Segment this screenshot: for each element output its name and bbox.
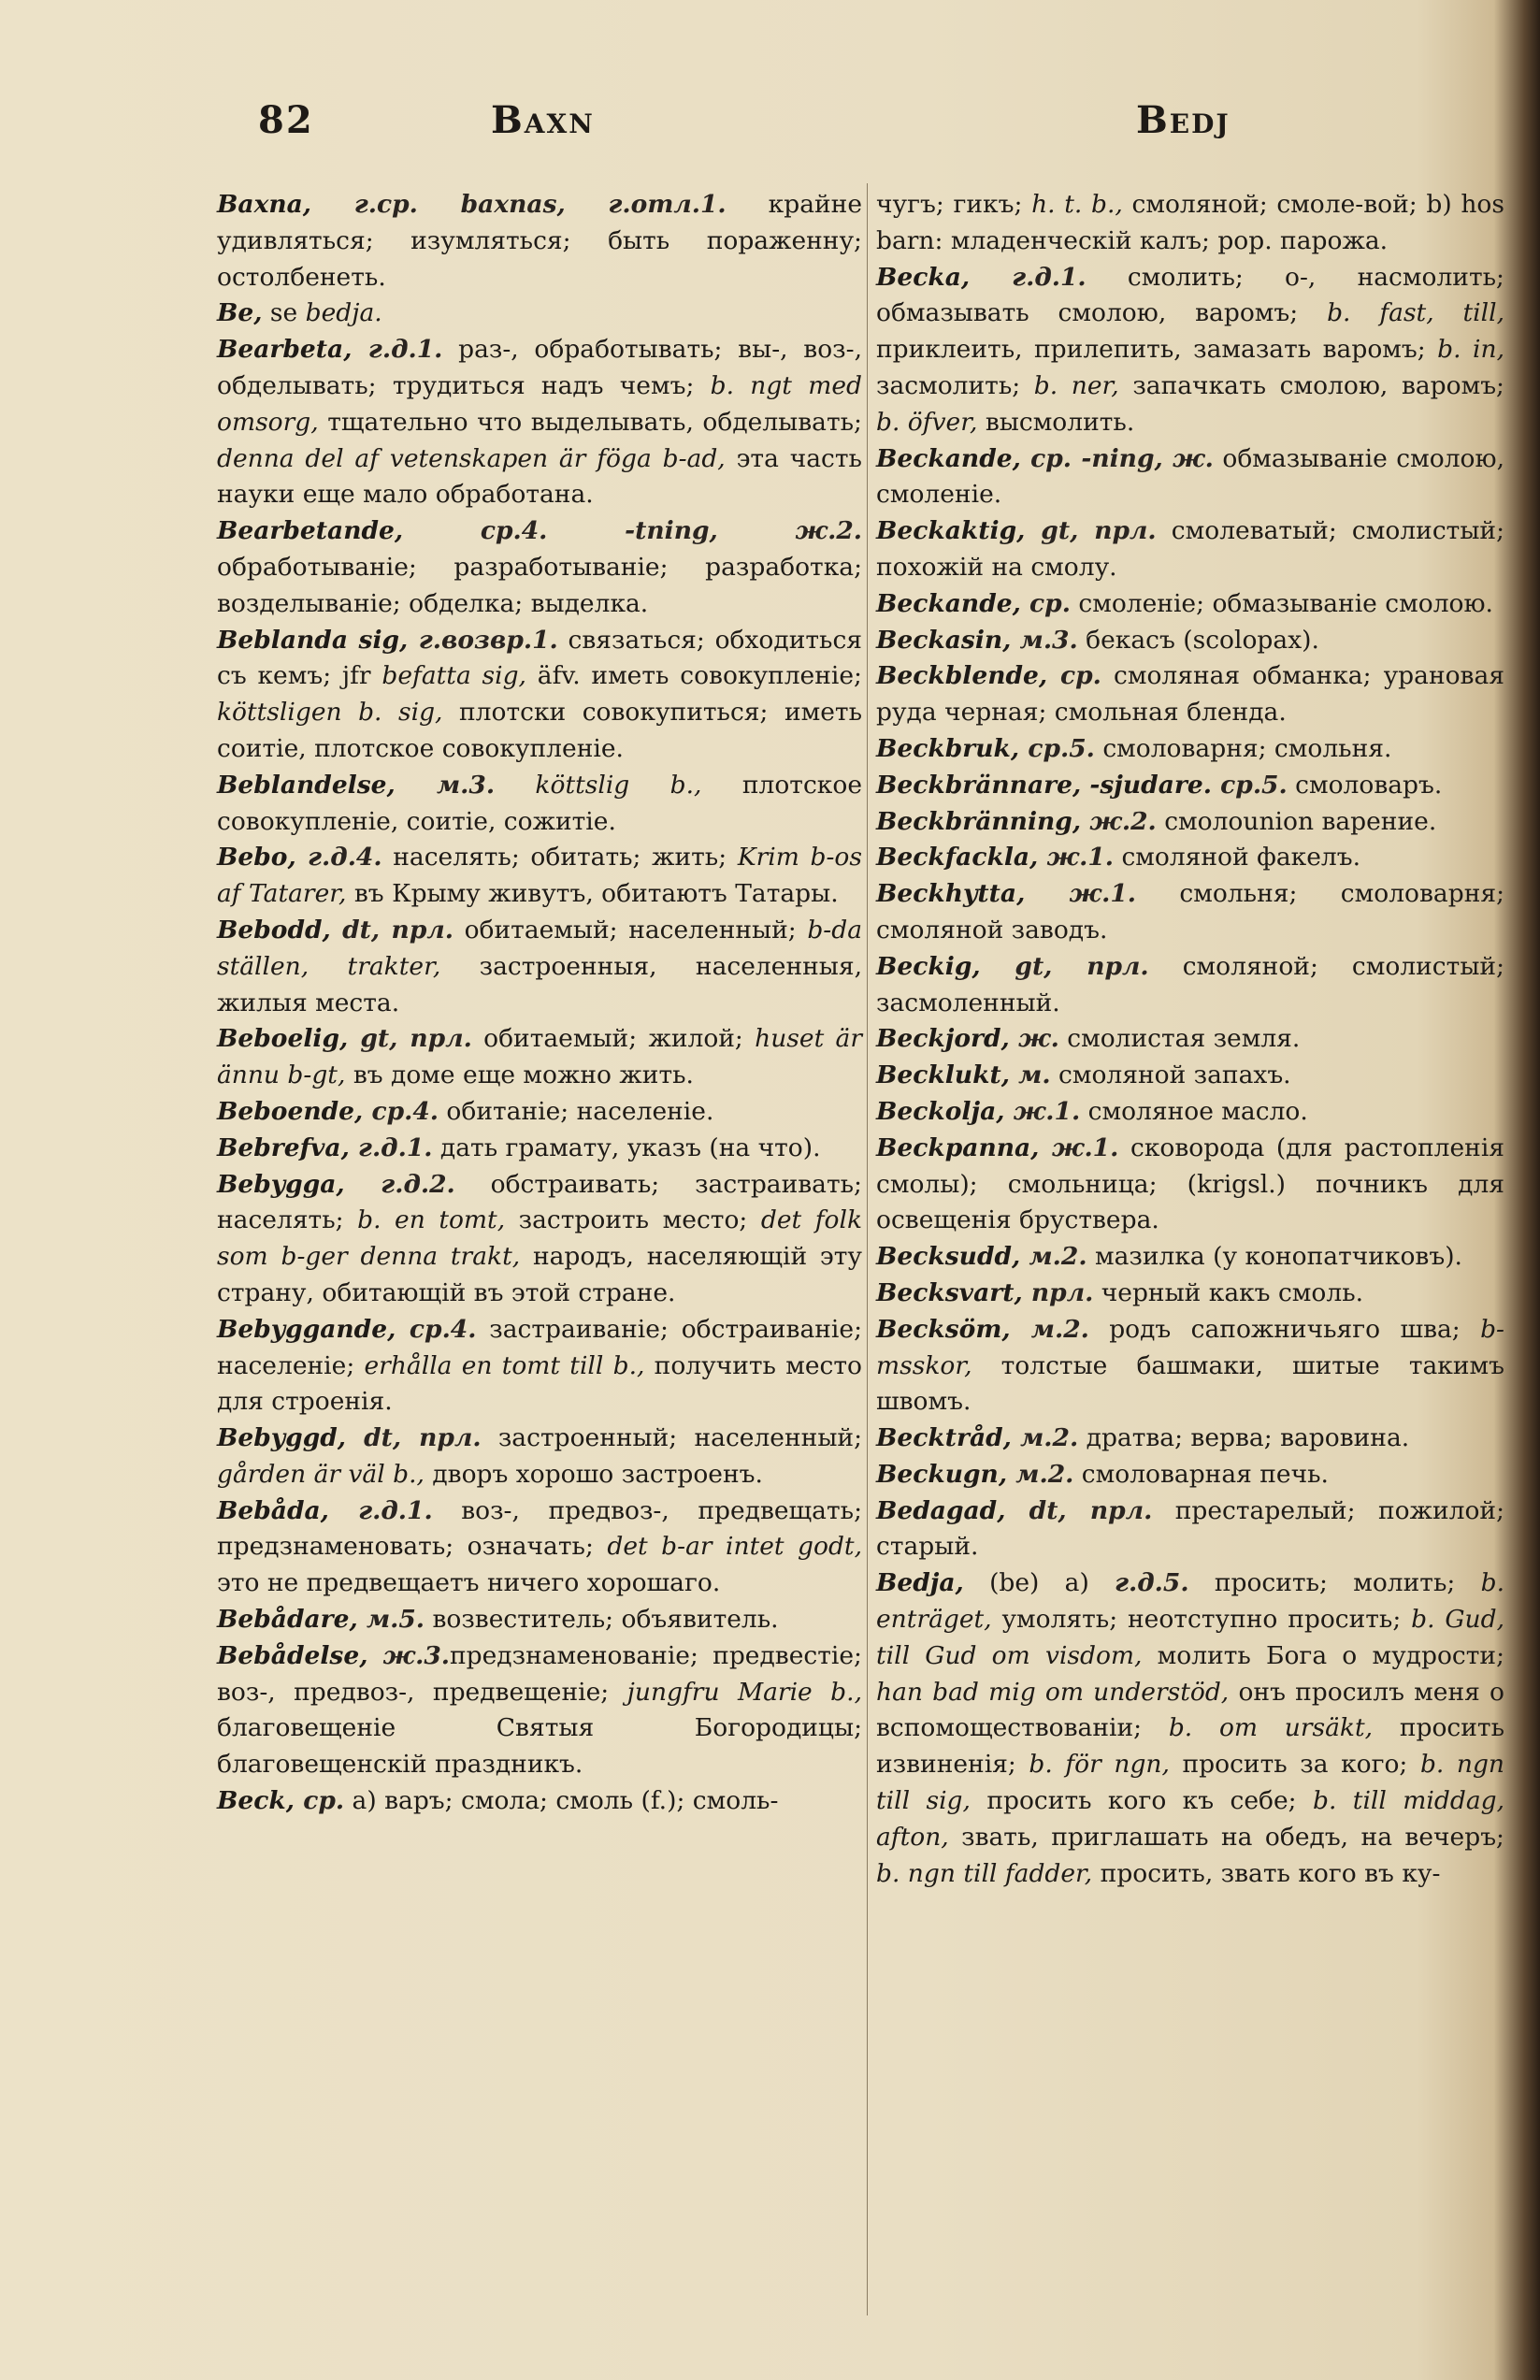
- translation-text: онъ просилъ меня о вспомоществованіи;: [876, 1677, 1504, 1743]
- dictionary-entry: [876, 1239, 1504, 1276]
- dictionary-entry: [876, 586, 1504, 623]
- headword: Beckande,: [876, 443, 1021, 473]
- dictionary-entry: [217, 623, 862, 768]
- grammar-label: ж.1.: [1039, 1132, 1119, 1162]
- example-phrase: erhålla en tomt till b.,: [364, 1350, 645, 1380]
- example-phrase: köttslig b.,: [495, 770, 702, 800]
- translation-text: смоляное масло.: [1080, 1096, 1308, 1126]
- headword: Beckpanna,: [876, 1132, 1040, 1162]
- example-phrase: befatta sig,: [381, 661, 526, 691]
- grammar-label: dt, прл.: [330, 915, 453, 945]
- example-phrase: b. fast, till,: [1327, 298, 1504, 328]
- dictionary-entry: [876, 731, 1504, 768]
- grammar-label: gt, прл.: [348, 1024, 472, 1054]
- translation-text: смолеватый; смолистый; похожій на смолу.: [876, 516, 1504, 582]
- grammar-label: ж.: [1009, 1024, 1059, 1054]
- headword: Bebåda,: [217, 1495, 329, 1525]
- grammar-label: ж.1.: [1038, 843, 1115, 873]
- headword: Beckolja,: [876, 1096, 1005, 1126]
- dictionary-entry: [876, 949, 1504, 1022]
- grammar-label: г.д.1.: [352, 335, 443, 365]
- translation-text: народъ, населяющій эту страну, обитающій въ этой стране.: [217, 1242, 862, 1307]
- headword: Bearbetande,: [217, 516, 404, 546]
- example-phrase: b. till middag, afton,: [876, 1786, 1504, 1852]
- headword: Beckbränning,: [876, 806, 1082, 836]
- dictionary-entry: [876, 1493, 1504, 1566]
- headword: Bebodd,: [217, 915, 331, 945]
- translation-text: населять; обитать; жить;: [381, 843, 738, 873]
- dictionary-entry: [876, 1421, 1504, 1457]
- grammar-label: г.ср. baxnas, г.отл.1.: [311, 190, 727, 219]
- grammar-label: м.2.: [1011, 1423, 1079, 1453]
- headword: Bebådelse,: [217, 1640, 368, 1670]
- dictionary-entry: [876, 1565, 1504, 1892]
- example-phrase: bedja.: [305, 298, 382, 328]
- example-phrase: b. Gud, till Gud om visdom,: [876, 1605, 1504, 1670]
- dictionary-entry: [876, 1131, 1504, 1239]
- translation-text: крайне удивляться; изумляться; быть пораженну; остолбенеть.: [217, 190, 862, 292]
- dictionary-entry: [876, 623, 1504, 659]
- dictionary-entry: [876, 260, 1504, 441]
- translation-text: засмолить;: [876, 370, 1034, 400]
- headword: Be,: [217, 298, 263, 328]
- dictionary-entry: [217, 296, 862, 332]
- translation-text: смоляная обманка; урановая руда черная; смольная бленда.: [876, 661, 1504, 728]
- grammar-label: г.возвр.1.: [408, 625, 558, 655]
- grammar-label: г.д.2.: [344, 1169, 455, 1199]
- headword: Bebyggd,: [217, 1423, 346, 1453]
- example-phrase: b. in,: [1437, 335, 1504, 365]
- grammar-label: ср.5.: [1019, 733, 1095, 763]
- column-divider: [867, 183, 868, 2315]
- translation-text: благовещеніе Святыя Богородицы; благовещенскій праздникъ.: [217, 1713, 862, 1780]
- page-number: 82: [258, 98, 314, 142]
- grammar-label: ср.: [1020, 588, 1071, 618]
- translation-text: смоленіе; обмазываніе смолою.: [1070, 588, 1493, 618]
- grammar-label: dt, прл.: [346, 1423, 482, 1453]
- translation-text: смолить; о-, насмолить; обмазывать смолою, варомъ;: [876, 262, 1504, 328]
- translation-text: смоляной факелъ.: [1114, 843, 1361, 873]
- headword: Becktråd,: [876, 1423, 1012, 1453]
- grammar-label: gt, прл.: [980, 951, 1149, 981]
- example-phrase: det folk som b-ger denna trakt,: [217, 1205, 863, 1272]
- dictionary-entry: [217, 1312, 862, 1421]
- headword: Beckblende,: [876, 661, 1048, 691]
- dictionary-entry: [217, 1493, 862, 1602]
- grammar-label: ср.4.: [396, 1314, 477, 1344]
- dictionary-entry: [217, 513, 862, 622]
- example-phrase: han bad mig om understöd,: [876, 1677, 1230, 1707]
- dictionary-entry: [217, 1783, 862, 1820]
- translation-text: связаться; обходиться съ кемъ; jfr: [217, 625, 863, 691]
- translation-text: застраиваніе; обстраиваніе; населеніе;: [217, 1314, 862, 1380]
- grammar-label: г.д.4.: [295, 843, 382, 873]
- translation-text: умолять; неотступно просить;: [991, 1605, 1412, 1635]
- translation-text: бекасъ (scolopax).: [1077, 625, 1319, 655]
- right-column: [876, 187, 1504, 1892]
- translation-text: застроенный; населенный;: [481, 1423, 862, 1453]
- example-phrase: Krim b-os af Tatarer,: [217, 843, 862, 909]
- translation-text: чугъ; гикъ;: [876, 190, 1032, 219]
- dictionary-entry: [876, 1058, 1504, 1094]
- grammar-label: ср.4.: [363, 1096, 439, 1126]
- headword: Beboende,: [217, 1096, 364, 1126]
- headword: Bebrefva,: [217, 1132, 350, 1162]
- headword: Becka,: [876, 262, 971, 292]
- grammar-label: gt, прл.: [1025, 516, 1157, 546]
- example-phrase: b. ngt med omsorg,: [217, 370, 862, 437]
- translation-text: предзнаменованіе; предвестіе; воз-, предвоз-, предвещеніе;: [217, 1640, 862, 1707]
- translation-text: смоловаръ.: [1287, 770, 1443, 800]
- dictionary-entry: [876, 441, 1504, 514]
- headword: Becksudd,: [876, 1242, 1021, 1272]
- translation-text: смолистая земля.: [1058, 1024, 1301, 1054]
- translation-text: обитаемый; жилой;: [471, 1024, 756, 1054]
- example-phrase: h. t. b.,: [1031, 190, 1123, 219]
- dictionary-entry: [217, 840, 862, 913]
- translation-text: смоловарня; смольня.: [1094, 733, 1392, 763]
- translation-text: застроенныя, населенныя, жилыя места.: [217, 951, 862, 1017]
- translation-text: просить, звать кого въ ку-: [1092, 1858, 1441, 1888]
- headword: Bebådare,: [217, 1605, 358, 1635]
- headword: Beckugn,: [876, 1459, 1008, 1489]
- headword: Beckjord,: [876, 1024, 1010, 1054]
- translation-text: толстые башмаки, шитые такимъ швомъ.: [876, 1350, 1504, 1417]
- dictionary-entry: [217, 1094, 862, 1131]
- grammar-label: ср.5.: [1211, 770, 1288, 800]
- grammar-label: г.д.1.: [349, 1132, 433, 1162]
- headword: Bedja,: [876, 1568, 964, 1598]
- dictionary-entry: [876, 768, 1504, 804]
- headword: Beckhytta,: [876, 879, 1026, 909]
- translation-text: обитаніе; населеніе.: [439, 1096, 714, 1126]
- grammar-label: ж.2.: [1081, 806, 1157, 836]
- dictionary-entry: [876, 187, 1504, 260]
- translation-text: смоляной запахъ.: [1050, 1060, 1291, 1090]
- grammar-label: прл.: [1022, 1277, 1094, 1307]
- dictionary-entry: [876, 1457, 1504, 1493]
- dictionary-entry: [876, 840, 1504, 876]
- dictionary-entry: [876, 876, 1504, 949]
- translation-text: тщательно что выделывать, обделывать;: [318, 407, 862, 437]
- headword: Beck,: [217, 1786, 295, 1816]
- grammar-label: г.д.1.: [970, 262, 1087, 292]
- translation-text: сковорода (для растопленія смолы); смольница; (krigsl.) почникъ для освещенія брустверa.: [876, 1132, 1505, 1235]
- translation-text: смолоunion варение.: [1156, 806, 1437, 836]
- grammar-label: м.: [1009, 1060, 1051, 1090]
- translation-text: черный какъ смоль.: [1093, 1277, 1364, 1307]
- headword: Beckfackla,: [876, 843, 1039, 873]
- headword: Becksöm,: [876, 1314, 1011, 1344]
- example-phrase: jungfru Marie b.,: [626, 1677, 862, 1707]
- dictionary-entry: [876, 1021, 1504, 1058]
- translation-text: обработываніе; разработываніе; разработка; возделываніе; обделка; выделка.: [217, 552, 862, 618]
- headword: Beckasin,: [876, 625, 1012, 655]
- headword: Bebo,: [217, 843, 296, 873]
- grammar-label: г.д.1.: [328, 1495, 433, 1525]
- dictionary-entry: [217, 1602, 862, 1638]
- dictionary-entry: [217, 1021, 862, 1094]
- grammar-label: ж.3.: [367, 1640, 450, 1670]
- example-phrase: det b-ar intet godt,: [607, 1532, 862, 1562]
- translation-text: плотское совокупленіе, соитіе, сожитіе.: [217, 770, 863, 836]
- translation-text: a) варъ; смола; смоль (f.); смоль-: [344, 1786, 779, 1816]
- translation-text: просить; молить;: [1188, 1568, 1481, 1598]
- translation-text: äfv. иметь совокупленіе;: [525, 661, 862, 691]
- translation-text: въ доме еще можно жить.: [345, 1060, 694, 1090]
- right-guide-word: Bedj: [1136, 98, 1231, 142]
- translation-text: это не предвещаетъ ничего хорошаго.: [217, 1568, 721, 1598]
- headword: Bebygga,: [217, 1169, 345, 1199]
- example-phrase: b. ner,: [1033, 370, 1119, 400]
- translation-text: обмазываніе смолою, смоленіе.: [876, 443, 1504, 510]
- example-phrase: b. ngn till sig,: [876, 1750, 1505, 1816]
- translation-text: застроить место;: [505, 1205, 761, 1235]
- translation-text: плотски совокупиться; иметь соитіе, плотское совокупленіе.: [217, 698, 863, 763]
- left-guide-word: Baxn: [491, 98, 595, 142]
- dictionary-entry: [217, 1131, 862, 1167]
- headword: Becklukt,: [876, 1060, 1010, 1090]
- translation-text: обитаемый; населенный;: [453, 915, 808, 945]
- headword: Beckande,: [876, 588, 1021, 618]
- dictionary-entry: [876, 1276, 1504, 1312]
- translation-text: эта часть науки еще мало обработана.: [217, 443, 862, 510]
- headword: Beckig,: [876, 951, 981, 981]
- grammar-label: м.3.: [395, 770, 496, 800]
- translation-text: обстраивать; застраивать; населять;: [217, 1169, 862, 1235]
- translation-text: смоляной; смоле-вой; b) hos barn: младенческій калъ; рор. парожа.: [876, 190, 1504, 255]
- translation-text: получить место для строенія.: [217, 1350, 862, 1417]
- translation-text: въ Крыму живутъ, обитаютъ Татары.: [346, 879, 839, 909]
- headword: Bebyggande,: [217, 1314, 396, 1344]
- dictionary-entry: [876, 1094, 1504, 1131]
- left-column: [217, 187, 862, 1820]
- translation-text: раз-, обработывать; вы-, воз-, обделывать; трудиться надъ чемъ;: [217, 335, 862, 400]
- translation-text: престарелый; пожилой; старый.: [876, 1495, 1504, 1562]
- headword: Beblandelse,: [217, 770, 396, 800]
- example-phrase: gården är väl b.,: [217, 1459, 425, 1489]
- dictionary-entry: [876, 804, 1504, 841]
- grammar-label: м.3.: [1011, 625, 1078, 655]
- dictionary-entry: [217, 1421, 862, 1493]
- translation-text: дворъ хорошо застроенъ.: [424, 1459, 763, 1489]
- example-phrase: denna del af vetenskapen är föga b-ad,: [217, 443, 726, 473]
- headword: Beblanda sig,: [217, 625, 409, 655]
- grammar-label: м.2.: [1020, 1242, 1087, 1272]
- headword: Bearbeta,: [217, 335, 353, 365]
- headword: Baxna,: [217, 190, 312, 219]
- grammar-label: м.5.: [357, 1605, 425, 1635]
- dictionary-entry: [217, 332, 862, 513]
- headword: Beboelig,: [217, 1024, 349, 1054]
- grammar-label: ср.4. -tning, ж.2.: [403, 516, 862, 546]
- dictionary-entry: [876, 658, 1504, 731]
- example-phrase: b. enträget,: [876, 1568, 1504, 1635]
- headword: Beckbrännare, -sjudare.: [876, 770, 1212, 800]
- dictionary-entry: [876, 513, 1504, 586]
- dictionary-entry: [217, 1638, 862, 1783]
- headword: Beckaktig,: [876, 516, 1026, 546]
- translation-text: дратва; верва; варовина.: [1078, 1423, 1410, 1453]
- example-phrase: b. öfver,: [876, 407, 978, 437]
- translation-text: смоляной; смолистый; засмоленный.: [876, 951, 1504, 1017]
- translation-text: возвеститель; объявитель.: [425, 1605, 779, 1635]
- grammar-label: dt, прл.: [1005, 1495, 1153, 1525]
- grammar-label: ж.1.: [1025, 879, 1137, 909]
- grammar-label: ср.: [1047, 661, 1101, 691]
- dictionary-entry: [217, 187, 862, 296]
- grammar-label: ср.: [294, 1786, 345, 1816]
- translation-text: смольня; смоловарня; смоляной заводъ.: [876, 879, 1504, 945]
- dictionary-entry: [217, 1167, 862, 1312]
- example-phrase: huset är ännu b-gt,: [217, 1024, 863, 1090]
- example-phrase: köttsligen b. sig,: [217, 698, 443, 728]
- example-phrase: b. en tomt,: [357, 1205, 506, 1235]
- dictionary-entry: [217, 768, 862, 841]
- headword: Becksvart,: [876, 1277, 1023, 1307]
- grammar-label: г.д.5.: [1115, 1568, 1189, 1598]
- grammar-label: ср. -ning, ж.: [1020, 443, 1214, 473]
- grammar-label: м.2.: [1010, 1314, 1089, 1344]
- translation-text: родъ сапожничьяго шва;: [1088, 1314, 1481, 1344]
- translation-text: дать грамату, указъ (на что).: [432, 1132, 821, 1162]
- translation-text: звать, приглашать на обедъ, на вечеръ;: [948, 1822, 1504, 1852]
- translation-text: высмолить.: [977, 407, 1135, 437]
- dictionary-entry: [217, 913, 862, 1021]
- translation-text: смоловарная печь.: [1073, 1459, 1329, 1489]
- grammar-label: ж.1.: [1004, 1096, 1081, 1126]
- example-phrase: b. om ursäkt,: [1168, 1713, 1374, 1743]
- dictionary-entry: [876, 1312, 1504, 1421]
- translation-text: молить Бога о мудрости;: [1142, 1640, 1504, 1670]
- translation-text: просить извиненія;: [876, 1713, 1504, 1780]
- example-phrase: b. ngn till fadder,: [876, 1858, 1093, 1888]
- translation-text: просить кого къ себе;: [970, 1786, 1314, 1816]
- translation-text: запачкать смолою, варомъ;: [1118, 370, 1504, 400]
- translation-text: воз-, предвоз-, предвещать; предзнаменовать; означать;: [217, 1495, 862, 1562]
- translation-text: приклеить, прилепить, замазать варомъ;: [876, 335, 1438, 365]
- page-header: [0, 98, 1540, 173]
- headword: Beckbruk,: [876, 733, 1020, 763]
- translation-text: мазилка (у конопатчиковъ).: [1087, 1242, 1462, 1272]
- example-phrase: b-da ställen, trakter,: [217, 915, 862, 981]
- example-phrase: b-msskor,: [876, 1314, 1504, 1380]
- headword: Bedagad,: [876, 1495, 1006, 1525]
- example-phrase: b. för ngn,: [1029, 1750, 1170, 1780]
- grammar-label: м.2.: [1007, 1459, 1074, 1489]
- translation-text: se: [262, 298, 306, 328]
- translation-text: просить за кого;: [1169, 1750, 1420, 1780]
- translation-text: (be) a): [963, 1568, 1115, 1598]
